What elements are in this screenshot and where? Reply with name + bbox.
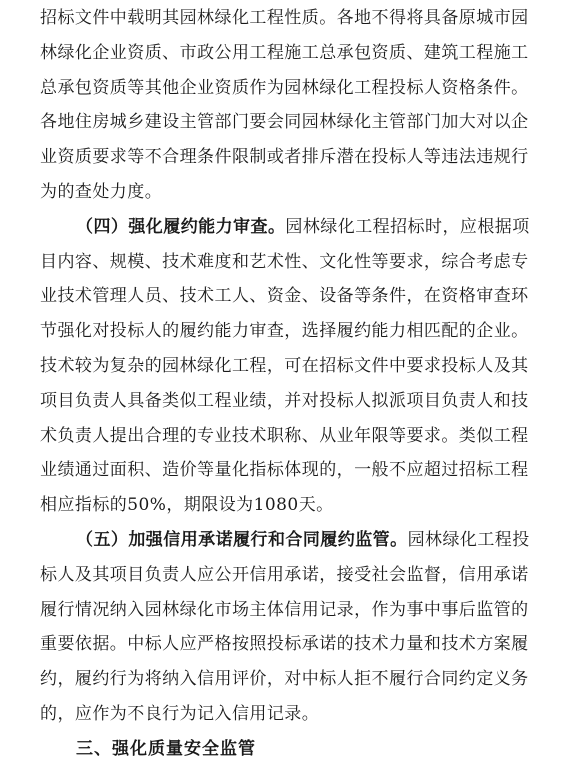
text-line: 重要依据。中标人应严格按照投标承诺的技术力量和技术方案履 xyxy=(40,634,529,655)
document-page xyxy=(40,1,556,767)
paragraph-performance-review xyxy=(40,210,556,523)
text-line: 目内容、规模、技术难度和艺术性、文化性等要求，综合考虑专 xyxy=(40,251,529,272)
text-line: 业资质要求等不合理条件限制或者排斥潜在投标人等违法违规行 xyxy=(40,147,529,168)
text-line: 相应指标的50%，期限设为1080天。 xyxy=(40,495,334,516)
paragraph-bidding-qualification xyxy=(40,1,556,210)
text-line: 节强化对投标人的履约能力审查，选择履约能力相匹配的企业。 xyxy=(40,321,529,342)
paragraph-text: 园林绿化工程招标时，应根据项 xyxy=(285,216,530,237)
text-line: 总承包资质等其他企业资质作为园林绿化工程投标人资格条件。 xyxy=(40,77,529,98)
section-heading: 三、强化质量安全监管 xyxy=(76,738,256,759)
text-line: 林绿化企业资质、市政公用工程施工总承包资质、建筑工程施工 xyxy=(40,42,529,63)
text-line xyxy=(40,523,556,558)
paragraph-text: 园林绿化工程投 xyxy=(407,529,530,550)
paragraph-heading: （五）加强信用承诺履行和合同履约监管。 xyxy=(76,529,408,550)
paragraph-credit-supervision xyxy=(40,523,556,732)
text-line: 为的查处力度。 xyxy=(40,181,163,202)
paragraph-heading: （四）强化履约能力审查。 xyxy=(76,216,286,237)
text-line: 履行情况纳入园林绿化市场主体信用记录，作为事中事后监管的 xyxy=(40,599,529,620)
text-line: 各地住房城乡建设主管部门要会同园林绿化主管部门加大对以企 xyxy=(40,112,529,133)
text-line: 招标文件中载明其园林绿化工程性质。各地不得将具备原城市园 xyxy=(40,8,529,28)
text-line: 约，履约行为将纳入信用评价，对中标人拒不履行合同约定义务 xyxy=(40,669,529,690)
text-line: 技术较为复杂的园林绿化工程，可在招标文件中要求投标人及其 xyxy=(40,355,529,376)
text-line: 业绩通过面积、造价等量化指标体现的，一般不应超过招标工程 xyxy=(40,460,529,481)
text-line: 业技术管理人员、技术工人、资金、设备等条件，在资格审查环 xyxy=(40,286,529,307)
text-line xyxy=(40,210,556,245)
text-line: 术负责人提出合理的专业技术职称、从业年限等要求。类似工程 xyxy=(40,425,529,446)
text-line: 的，应作为不良行为记入信用记录。 xyxy=(40,703,320,724)
text-line: 项目负责人具备类似工程业绩，并对投标人拟派项目负责人和技 xyxy=(40,390,529,411)
text-line: 标人及其项目负责人应公开信用承诺，接受社会监督，信用承诺 xyxy=(40,564,529,585)
